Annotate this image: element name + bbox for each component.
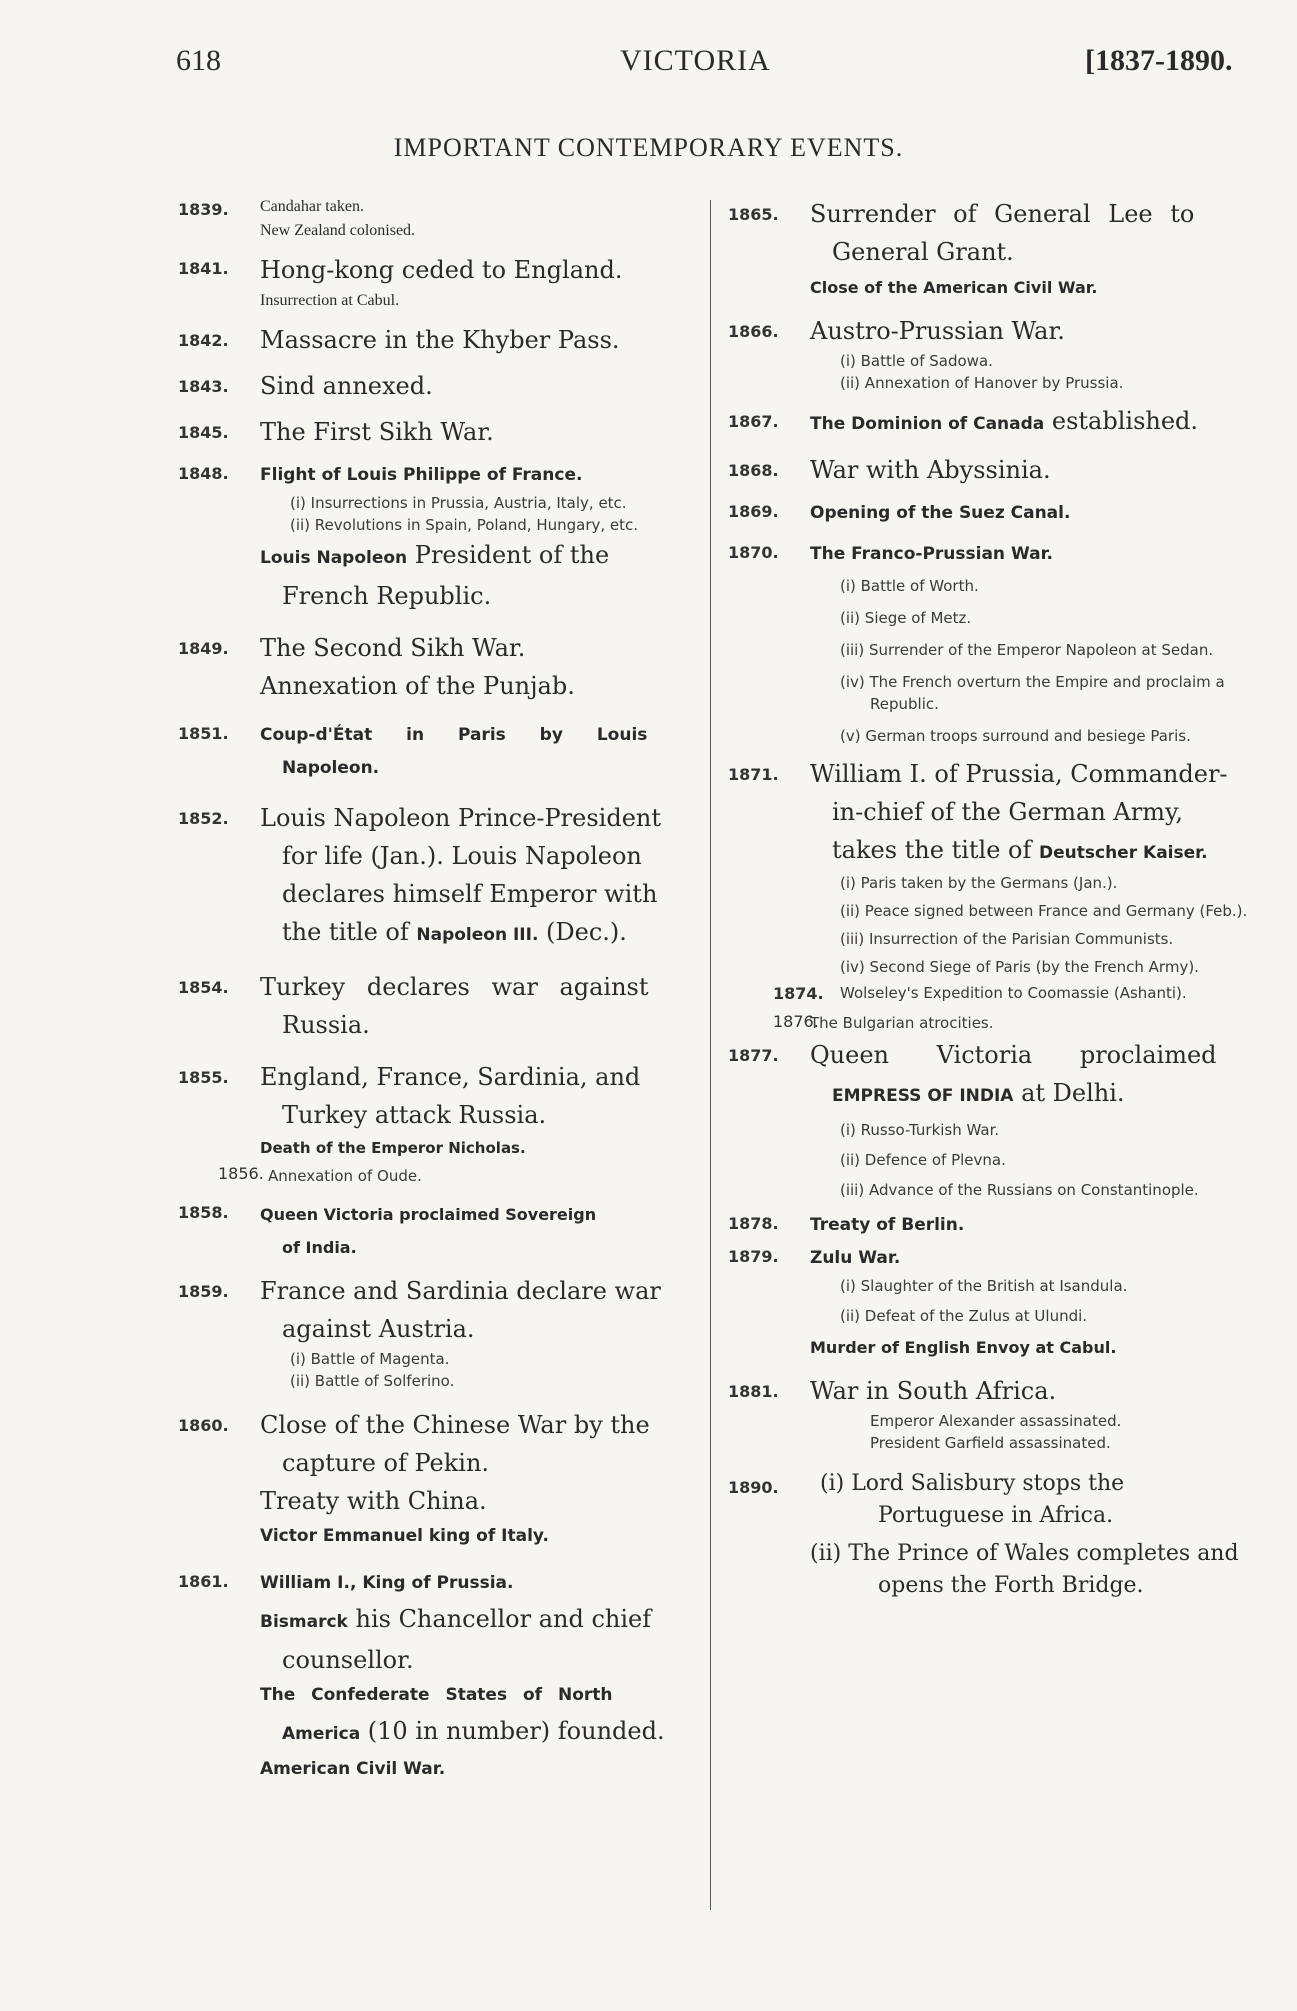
running-head (0, 44, 1297, 88)
event: counsellor. (282, 1646, 414, 1674)
event: Flight of Louis Philippe of France. (260, 465, 583, 485)
year: 1858. (178, 1203, 229, 1222)
event: against Austria. (282, 1315, 475, 1343)
event: William I., King of Prussia. (260, 1573, 514, 1593)
sub-event: (i) Paris taken by the Germans (Jan.). (840, 874, 1118, 892)
event: Treaty with China. (260, 1487, 487, 1515)
sub-event: (ii) Defence of Plevna. (840, 1151, 1006, 1169)
event: Annexation of Oude. (268, 1167, 422, 1185)
event: Candahar taken. (260, 198, 364, 215)
sub-event: (ii) Battle of Solferino. (290, 1372, 455, 1390)
entry-1890 (728, 1468, 1248, 1602)
year: 1878. (728, 1214, 779, 1233)
sub-event: (iii) Surrender of the Emperor Napoleon at Sedan. (840, 641, 1214, 659)
event: Massacre in the Khyber Pass. (260, 326, 620, 354)
year: 1870. (728, 543, 779, 562)
event: William I. of Prussia, Commander- (810, 760, 1228, 788)
event: General Grant. (832, 238, 1014, 266)
year: 1871. (728, 765, 779, 784)
sub-event: (i) Insurrections in Prussia, Austria, Italy, etc. (290, 494, 627, 512)
running-title: VICTORIA (620, 44, 771, 77)
sub-event: (i) Slaughter of the British at Isandula. (840, 1277, 1128, 1295)
year: 1877. (728, 1046, 779, 1065)
entry-1849 (178, 629, 688, 705)
column-divider (710, 200, 711, 1910)
event: England, France, Sardinia, and (260, 1063, 641, 1091)
sub-event: (ii) Defeat of the Zulus at Ulundi. (840, 1307, 1088, 1325)
event: Insurrection at Cabul. (260, 292, 400, 309)
event: President Garfield assassinated. (870, 1434, 1111, 1452)
date-range: [1837-1890. (1085, 44, 1233, 77)
entry-1866 (728, 312, 1248, 394)
event: The Franco-Prussian War. (810, 544, 1053, 564)
event: Close of the Chinese War by the (260, 1411, 650, 1439)
event: The Confederate States of North (260, 1685, 613, 1705)
event: Napoleon. (282, 758, 380, 778)
year: 1860. (178, 1416, 229, 1435)
entry-1851 (178, 719, 688, 785)
year: 1848. (178, 464, 229, 483)
sub-event: (iv) Second Siege of Paris (by the French Army). (840, 958, 1199, 976)
event: Emperor Alexander assassinated. (870, 1412, 1122, 1430)
year: 1881. (728, 1382, 779, 1401)
event: takes the title of Deutscher Kaiser. (832, 836, 1208, 864)
event: New Zealand colonised. (260, 222, 416, 239)
year: 1861. (178, 1572, 229, 1591)
year: 1845. (178, 423, 229, 442)
year: 1855. (178, 1068, 229, 1087)
entry-1881 (728, 1372, 1248, 1454)
event: of India. (282, 1238, 357, 1257)
entry-1859 (178, 1272, 688, 1392)
event: Hong-kong ceded to England. (260, 256, 623, 284)
event: French Republic. (282, 582, 492, 610)
event: Sind annexed. (260, 372, 433, 400)
entry-1860 (178, 1406, 688, 1553)
entry-1845 (178, 413, 688, 451)
year: 1868. (728, 461, 779, 480)
page-heading: IMPORTANT CONTEMPORARY EVENTS. (393, 133, 904, 162)
entry-1855 (178, 1058, 688, 1162)
year: 1839. (178, 200, 229, 219)
entry-1869 (728, 497, 1248, 530)
year: 1859. (178, 1282, 229, 1301)
entry-1858 (178, 1198, 688, 1264)
year: 1865. (728, 205, 779, 224)
event: Turkey declares war against (260, 973, 649, 1001)
entry-1868 (728, 451, 1248, 489)
event: War with Abyssinia. (810, 456, 1051, 484)
entry-1865 (728, 195, 1248, 304)
year: 1879. (728, 1247, 779, 1266)
sub-event: (i) Russo-Turkish War. (840, 1121, 1000, 1139)
event: (ii) The Prince of Wales completes and opens the Forth Bridge. (810, 1541, 1239, 1598)
sub-event: (i) Battle of Magenta. (290, 1350, 450, 1368)
year: 1842. (178, 331, 229, 350)
entry-1870 (728, 538, 1248, 747)
sub-event: (i) Battle of Worth. (840, 577, 979, 595)
event: Turkey attack Russia. (282, 1101, 547, 1129)
entry-1856 (178, 1162, 688, 1190)
event: Victor Emmanuel king of Italy. (260, 1526, 549, 1546)
entry-1878 (728, 1209, 1248, 1242)
entry-1839 (178, 195, 688, 243)
event: the title of Napoleon III. (Dec.). (282, 918, 627, 946)
sub-event: (ii) Annexation of Hanover by Prussia. (840, 374, 1124, 392)
event: The Second Sikh War. (260, 634, 526, 662)
event: Zulu War. (810, 1248, 901, 1268)
event: America (10 in number) founded. (282, 1717, 665, 1745)
event: War in South Africa. (810, 1377, 1057, 1405)
event: The Bulgarian atrocities. (810, 1014, 994, 1032)
event: Treaty of Berlin. (810, 1215, 965, 1235)
year: 1876. (773, 1012, 819, 1031)
event: Wolseley's Expedition to Coomassie (Ashanti). (840, 984, 1187, 1002)
event: Opening of the Suez Canal. (810, 503, 1071, 523)
event: Coup-d'État in Paris by Louis (260, 725, 648, 745)
right-column (728, 195, 1248, 1602)
event: Death of the Emperor Nicholas. (260, 1139, 526, 1157)
entry-1841 (178, 251, 688, 313)
event: The Dominion of Canada established. (810, 407, 1199, 435)
sub-event: (ii) Revolutions in Spain, Poland, Hungary, etc. (290, 516, 639, 534)
sub-event: (ii) Siege of Metz. (840, 609, 972, 627)
event: in-chief of the German Army, (832, 798, 1183, 826)
event: declares himself Emperor with (282, 880, 658, 908)
entry-1879 (728, 1242, 1248, 1364)
entry-1861 (178, 1567, 688, 1786)
entry-1852 (178, 799, 688, 954)
event: France and Sardinia declare war (260, 1277, 661, 1305)
entry-1877 (728, 1036, 1248, 1201)
year: 1843. (178, 377, 229, 396)
year: 1866. (728, 322, 779, 341)
left-column (178, 195, 688, 1786)
page-number: 618 (176, 44, 221, 77)
sub-event: (iii) Insurrection of the Parisian Communists. (840, 930, 1174, 948)
sub-event: (ii) Peace signed between France and Germany (Feb.). (840, 902, 1248, 920)
sub-event: (i) Battle of Sadowa. (840, 352, 993, 370)
event: Murder of English Envoy at Cabul. (810, 1338, 1117, 1357)
event: Annexation of the Punjab. (260, 672, 575, 700)
event: for life (Jan.). Louis Napoleon (282, 842, 642, 870)
event: Louis Napoleon President of the (260, 541, 610, 569)
year: 1856. (218, 1164, 264, 1183)
event: Surrender of General Lee to (810, 200, 1195, 228)
entry-1843 (178, 367, 688, 405)
event: Austro-Prussian War. (810, 317, 1065, 345)
event: Queen Victoria proclaimed (810, 1041, 1217, 1069)
sub-event: (iii) Advance of the Russians on Constantinople. (840, 1181, 1199, 1199)
year: 1890. (728, 1478, 779, 1497)
year: 1869. (728, 502, 779, 521)
event: Louis Napoleon Prince-President (260, 804, 661, 832)
year: 1852. (178, 809, 229, 828)
entry-1874 (728, 982, 1248, 1004)
year: 1851. (178, 724, 229, 743)
sub-event: (iv) The French overturn the Empire and proclaim a Republic. (840, 673, 1225, 713)
entry-1842 (178, 321, 688, 359)
event: Russia. (282, 1011, 370, 1039)
year: 1874. (773, 984, 824, 1003)
entry-1867 (728, 402, 1248, 443)
event: Queen Victoria proclaimed Sovereign (260, 1205, 597, 1224)
year: 1867. (728, 412, 779, 431)
event: Bismarck his Chancellor and chief (260, 1605, 652, 1633)
entry-1854 (178, 968, 688, 1044)
event: Close of the American Civil War. (810, 278, 1098, 297)
event: The First Sikh War. (260, 418, 494, 446)
event: capture of Pekin. (282, 1449, 490, 1477)
entry-1876 (728, 1010, 1248, 1036)
entry-1871 (728, 755, 1248, 978)
year: 1854. (178, 978, 229, 997)
year: 1841. (178, 259, 229, 278)
entry-1848 (178, 459, 688, 615)
year: 1849. (178, 639, 229, 658)
event: EMPRESS OF INDIA at Delhi. (832, 1079, 1125, 1107)
event: American Civil War. (260, 1759, 446, 1779)
event: (i) Lord Salisbury stops the Portuguese in Africa. (820, 1471, 1125, 1528)
sub-event: (v) German troops surround and besiege Paris. (840, 727, 1191, 745)
